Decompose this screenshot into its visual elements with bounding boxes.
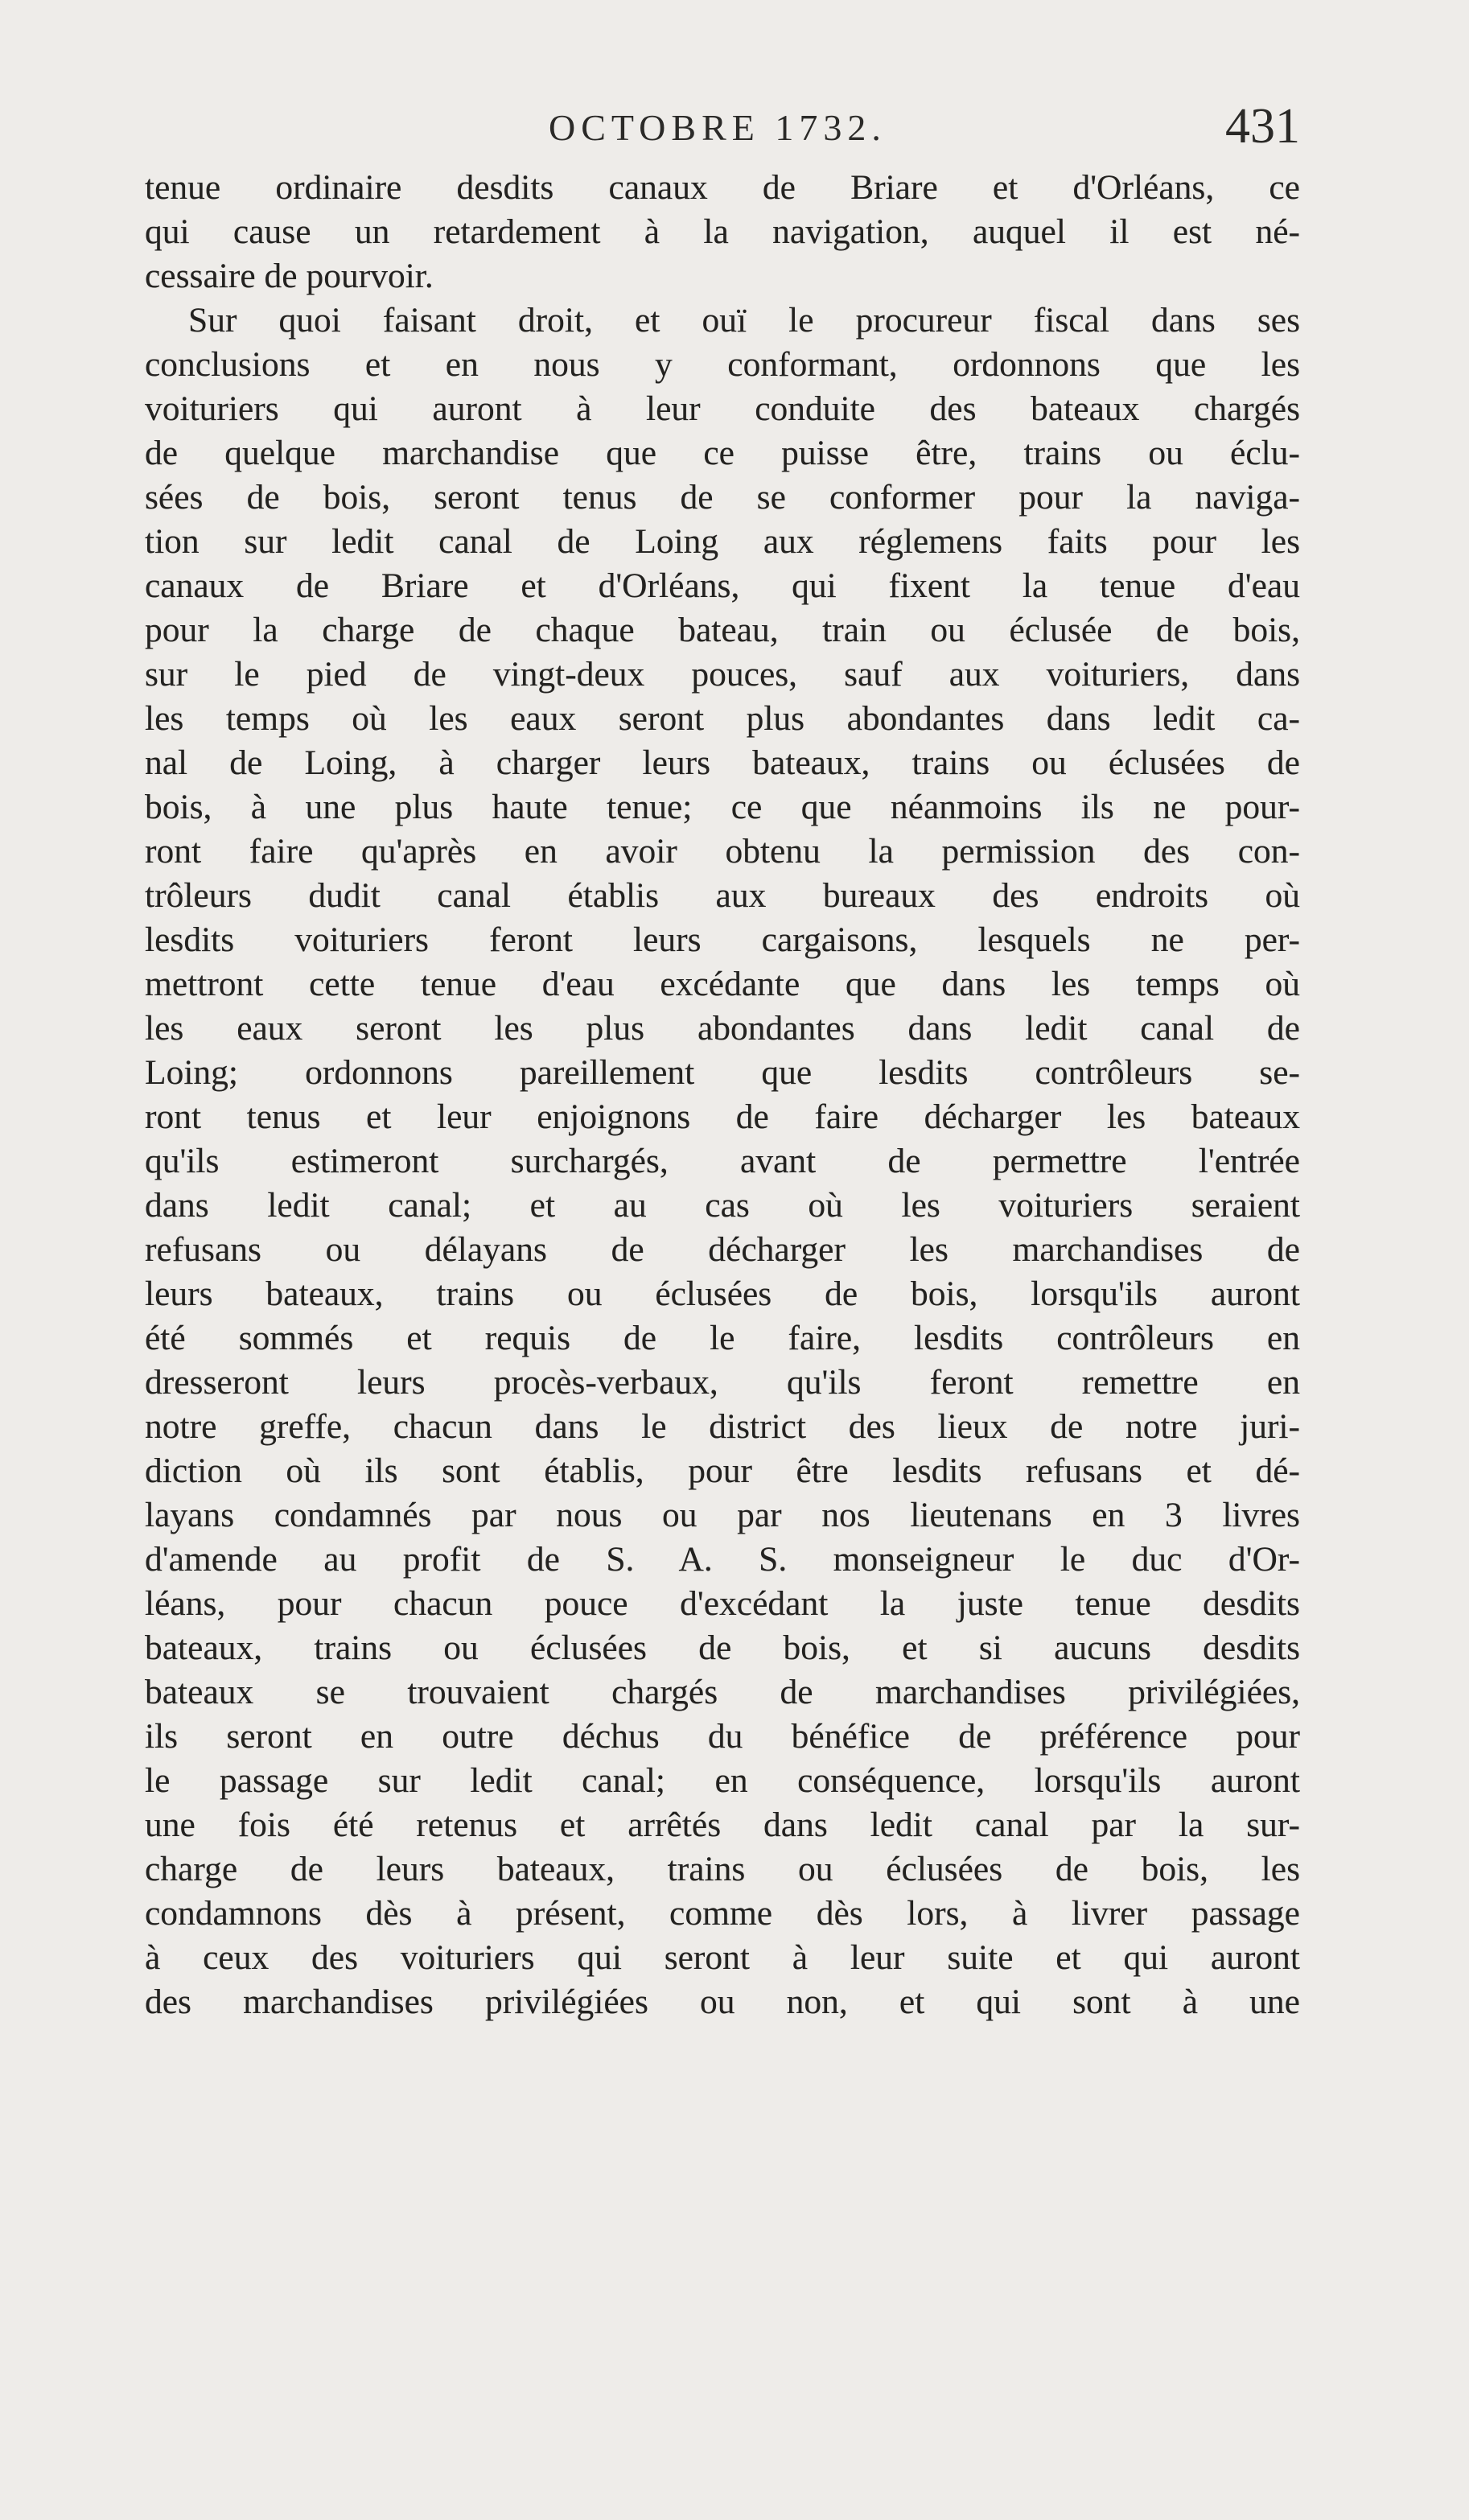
text-line: des marchandises privilégiées ou non, et qui sont à une (145, 1983, 1300, 2021)
text-line: ils seront en outre déchus du bénéfice de préférence pour (145, 1717, 1300, 1756)
text-line: cessaire de pourvoir. (145, 257, 434, 295)
text-line: les eaux seront les plus abondantes dans ledit canal de (145, 1009, 1300, 1048)
text-line: bateaux, trains ou éclusées de bois, et si aucuns desdits (145, 1629, 1300, 1667)
text-line: lesdits voituriers feront leurs cargaisons, lesquels ne per- (145, 920, 1300, 959)
text-line: les temps où les eaux seront plus abondantes dans ledit ca- (145, 699, 1300, 738)
text-line: bois, à une plus haute tenue; ce que néanmoins ils ne pour- (145, 788, 1300, 826)
text-line: Loing; ordonnons pareillement que lesdits contrôleurs se- (145, 1053, 1300, 1092)
text-line: notre greffe, chacun dans le district des lieux de notre juri- (145, 1407, 1300, 1446)
text-line: layans condamnés par nous ou par nos lieutenans en 3 livres (145, 1496, 1300, 1534)
text-line: charge de leurs bateaux, trains ou éclusées de bois, les (145, 1850, 1300, 1888)
running-title: OCTOBRE 1732. (549, 107, 887, 148)
text-line: conclusions et en nous y conformant, ordonnons que les (145, 345, 1300, 384)
text-line: le passage sur ledit canal; en conséquence, lorsqu'ils auront (145, 1761, 1300, 1800)
text-line: diction où ils sont établis, pour être lesdits refusans et dé- (145, 1451, 1300, 1490)
text-line: été sommés et requis de le faire, lesdits contrôleurs en (145, 1319, 1300, 1357)
text-line: mettront cette tenue d'eau excédante que dans les temps où (145, 965, 1300, 1003)
text-line: d'amende au profit de S. A. S. monseigneur le duc d'Or- (145, 1540, 1300, 1579)
text-line: sur le pied de vingt-deux pouces, sauf aux voituriers, dans (145, 655, 1300, 694)
text-line: qu'ils estimeront surchargés, avant de permettre l'entrée (145, 1142, 1300, 1180)
text-line: qui cause un retardement à la navigation, auquel il est né- (145, 212, 1300, 251)
text-line: voituriers qui auront à leur conduite des bateaux chargés (145, 389, 1300, 428)
text-line: canaux de Briare et d'Orléans, qui fixent la tenue d'eau (145, 566, 1300, 605)
text-line: leurs bateaux, trains ou éclusées de bois, lorsqu'ils auront (145, 1274, 1300, 1313)
text-line: ront faire qu'après en avoir obtenu la permission des con- (145, 832, 1300, 871)
text-line: refusans ou délayans de décharger les marchandises de (145, 1230, 1300, 1269)
page-header (145, 97, 1300, 166)
text-line: bateaux se trouvaient chargés de marchandises privilégiées, (145, 1673, 1300, 1711)
text-line: à ceux des voituriers qui seront à leur suite et qui auront (145, 1938, 1300, 1977)
body-text (145, 166, 1300, 2024)
text-line: condamnons dès à présent, comme dès lors, à livrer passage (145, 1894, 1300, 1933)
text-line: trôleurs dudit canal établis aux bureaux des endroits où (145, 876, 1300, 915)
text-line: pour la charge de chaque bateau, train ou éclusée de bois, (145, 611, 1300, 649)
page-number: 431 (1225, 99, 1300, 154)
text-line: sées de bois, seront tenus de se conformer pour la naviga- (145, 478, 1300, 517)
text-line: une fois été retenus et arrêtés dans ledit canal par la sur- (145, 1806, 1300, 1844)
text-line: de quelque marchandise que ce puisse être, trains ou éclu- (145, 434, 1300, 472)
text-line: nal de Loing, à charger leurs bateaux, trains ou éclusées de (145, 743, 1300, 782)
text-line: tion sur ledit canal de Loing aux réglemens faits pour les (145, 522, 1300, 561)
text-line: tenue ordinaire desdits canaux de Briare et d'Orléans, ce (145, 168, 1300, 207)
text-line: ront tenus et leur enjoignons de faire décharger les bateaux (145, 1097, 1300, 1136)
text-line: léans, pour chacun pouce d'excédant la juste tenue desdits (145, 1584, 1300, 1623)
text-line: Sur quoi faisant droit, et ouï le procureur fiscal dans ses (188, 301, 1300, 340)
text-line: dresseront leurs procès-verbaux, qu'ils feront remettre en (145, 1363, 1300, 1402)
text-line: dans ledit canal; et au cas où les voituriers seraient (145, 1186, 1300, 1225)
